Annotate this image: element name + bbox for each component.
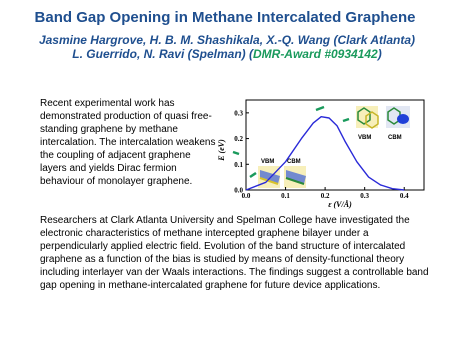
band-gap-curve (246, 117, 404, 190)
award-close: ) (377, 47, 382, 61)
cbm-structure-image-left (284, 166, 306, 188)
summary-text: Recent experimental work has demonstrated production of quasi free-standing graphene by methane intercalation. The intercalation weakens the coupling of adjacent graphene layers and yields Dirac fermion behaviour of monolayer graphene. (40, 98, 216, 187)
author-names: Jasmine Hargrove, H. B. M. Shashikala, X.-Q. Wang (Clark Atlanta) L. Guerrido, N. Ravi (Spelman) ( (38, 33, 416, 61)
x-tick-label: 0.3 (360, 192, 370, 200)
cbm-label-left: CBM (287, 159, 301, 165)
x-tick-label: 0.2 (320, 192, 330, 200)
author-line (34, 33, 420, 61)
x-axis-label: ε (V/Å) (328, 200, 352, 209)
y-tick-label: 0.1 (234, 160, 243, 169)
x-tick-label: 0.1 (281, 192, 290, 200)
x-tick-label: 0.0 (241, 192, 251, 200)
band-gap-chart (218, 92, 434, 210)
cbm-label-right: CBM (388, 135, 402, 141)
y-tick-label: 0.2 (234, 135, 243, 144)
y-tick-label: 0.3 (234, 109, 243, 118)
body-paragraph: Researchers at Clark Atlanta University and Spelman College have investigated the electronic characteristics of methane intercepted graphene bilayer under a perpendicularly applied electric field. Evolution of the band structure of intercalated graphene as a function of the bias is studied by means of density-functional theory including interlayer van der Waals interactions. The findings suggest a controllable band gap opening in methane-intercalated graphene for future device applications. (40, 215, 429, 291)
band-gap-figure (218, 92, 434, 210)
cbm-structure-image-right (386, 106, 410, 128)
vbm-label-right: VBM (358, 135, 372, 141)
y-tick-label: 0.0 (234, 186, 243, 195)
award-number: DMR-Award #0934142 (252, 47, 378, 61)
y-axis-label: E (eV) (217, 139, 226, 161)
page-title: Band Gap Opening in Methane Intercalated Graphene (34, 9, 416, 26)
vbm-structure-image-right (356, 106, 378, 128)
vbm-label-left: VBM (261, 159, 275, 165)
x-tick-label: 0.4 (399, 192, 409, 200)
